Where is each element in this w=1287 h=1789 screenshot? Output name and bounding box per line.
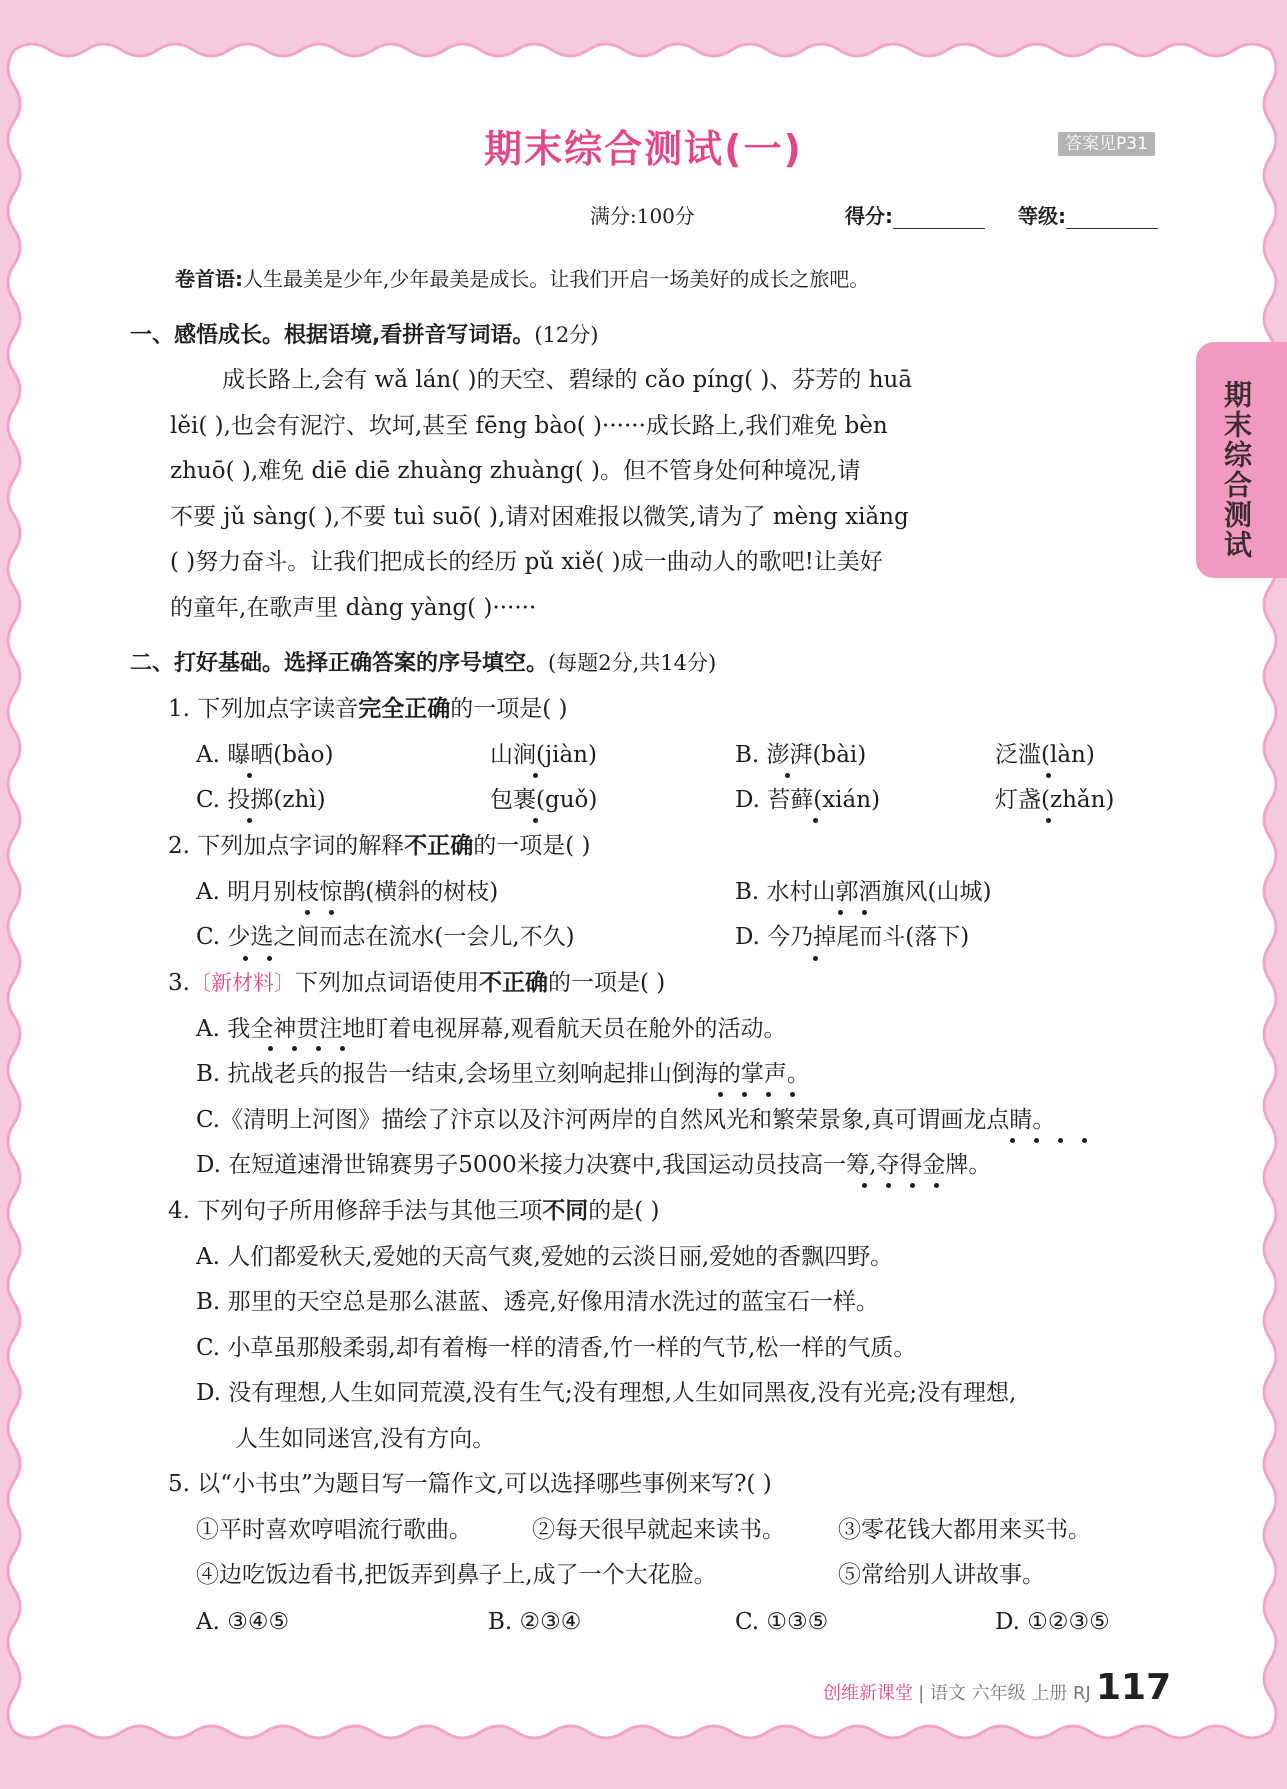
q1-option[interactable]: B. 澎湃(bài) [735,742,867,768]
emphasis-dot [329,910,334,915]
passage-line-3: zhuō( ),难免 diē diē zhuàng zhuàng( )。但不管身处何种境况,请 [170,458,861,484]
emphasis-dot [1046,773,1051,778]
q2-option[interactable]: A. 明月别枝惊鹊(横斜的树枝) [196,879,499,905]
q1-option[interactable]: D. 苔藓(xián) [735,787,881,813]
q3-option[interactable]: D. 在短道速滑世锦赛男子5000米接力决赛中,我国运动员技高一筹,夺得金牌。 [196,1152,992,1178]
emphasis-dot [533,818,538,823]
question-5-stem: 5. 以“小书虫”为题目写一篇作文,可以选择哪些事例来写?( ) [168,1471,772,1497]
emphasis-dot [292,1046,297,1051]
answer-reference-badge: 答案见P31 [1058,132,1155,156]
chapter-side-tab [1196,342,1287,578]
preface-label: 卷首语: [175,267,243,291]
q1-post: 的一项是( ) [450,696,568,722]
q5-option[interactable]: C. ①③⑤ [735,1609,829,1635]
emphasis-dot [785,773,790,778]
q2-option[interactable]: B. 水村山郭酒旗风(山城) [735,879,992,905]
q1-emphasis: 完全正确 [358,696,451,722]
emphasis-dot [243,956,248,961]
passage-line-6: 的童年,在歌声里 dàng yàng( )······ [170,595,537,621]
q2-pre: 2. 下列加点字词的解释 [168,833,405,859]
grade-label: 等级: [1018,204,1066,228]
q4-emphasis: 不同 [542,1198,589,1224]
emphasis-dot [862,910,867,915]
emphasis-dot [790,1092,795,1097]
emphasis-dot [862,1183,867,1188]
question-2-stem [168,831,591,861]
emphasis-dot [305,910,310,915]
preface-text: 人生最美是少年,少年最美是成长。让我们开启一场美好的成长之旅吧。 [243,267,870,291]
q2-emphasis: 不正确 [404,833,474,859]
q5-option[interactable]: D. ①②③⑤ [995,1609,1110,1635]
emphasis-dot [934,1183,939,1188]
q5-item: ⑤常给别人讲故事。 [838,1562,1045,1588]
emphasis-dot [838,910,843,915]
page-title: 期末综合测试(一) [484,127,803,171]
side-tab-label: 期末综合测试 [1220,380,1253,560]
q1-option[interactable]: C. 投掷(zhì) [196,787,326,813]
q1-option[interactable]: 包裹(guǒ) [490,787,598,813]
question-1-stem [168,694,568,724]
emphasis-dot [533,773,538,778]
emphasis-dot [910,1183,915,1188]
q5-item: ④边吃饭边看书,把饭弄到鼻子上,成了一个大花脸。 [196,1562,717,1588]
q5-item: ①平时喜欢哼唱流行歌曲。 [196,1517,472,1543]
preface [175,264,869,294]
emphasis-dot [1058,1138,1063,1143]
section2-note: (每题2分,共14分) [548,651,717,675]
passage-line-5: ( )努力奋斗。让我们把成长的经历 pǔ xiě( )成一曲动人的歌吧!让美好 [170,549,883,575]
q5-option[interactable]: B. ②③④ [488,1609,582,1635]
full-score: 满分:100分 [590,204,695,228]
q2-option[interactable]: D. 今乃掉尾而斗(落下) [735,924,970,950]
section1-heading [130,320,598,351]
q4-option[interactable]: C. 小草虽那般柔弱,却有着梅一样的清香,竹一样的气节,松一样的气质。 [196,1335,917,1361]
emphasis-dot [340,1046,345,1051]
q5-item: ③零花钱大都用来买书。 [838,1517,1091,1543]
q4-post: 的是( ) [588,1198,660,1224]
emphasis-dot [1082,1138,1087,1143]
grade-blank[interactable] [1066,206,1158,229]
passage-line-2: lěi( ),也会有泥泞、坎坷,甚至 fēng bào( )······成长路上,我们难免 bèn [170,413,888,439]
score-blank[interactable] [893,206,985,229]
q1-option[interactable]: A. 曝晒(bào) [196,742,334,768]
question-3-stem [168,968,665,998]
footer [823,1668,1171,1708]
emphasis-dot [1046,818,1051,823]
page-number: 117 [1095,1667,1172,1708]
q2-option[interactable]: C. 少选之间而志在流水(一会儿,不久) [196,924,575,950]
footer-brand: 创维新课堂 [823,1683,913,1704]
passage-line-4: 不要 jǔ sàng( ),不要 tuì suō( ),请对困难报以微笑,请为了 mèng xiǎng [170,504,909,530]
q2-post: 的一项是( ) [473,833,591,859]
footer-info: | 语文 六年级 上册 RJ [918,1683,1091,1704]
q1-option[interactable]: 灯盏(zhǎn) [995,787,1115,813]
emphasis-dot [742,1092,747,1097]
emphasis-dot [247,818,252,823]
emphasis-dot [718,1092,723,1097]
emphasis-dot [247,773,252,778]
emphasis-dot [813,818,818,823]
emphasis-dot [766,1092,771,1097]
passage-line-1: 成长路上,会有 wǎ lán( )的天空、碧绿的 cǎo píng( )、芬芳的 huā [222,367,913,393]
emphasis-dot [813,956,818,961]
q4-option[interactable]: D. 没有理想,人生如同荒漠,没有生气;没有理想,人生如同黑夜,没有光亮;没有理想, [196,1380,1017,1406]
q4-option[interactable]: A. 人们都爱秋天,爱她的天高气爽,爱她的云淡日丽,爱她的香飘四野。 [196,1244,894,1270]
section1-title: 一、感悟成长。根据语境,看拼音写词语。 [130,323,535,348]
q5-option[interactable]: A. ③④⑤ [196,1609,290,1635]
q3-number: 3. [168,970,190,996]
section2-title: 二、打好基础。选择正确答案的序号填空。 [130,651,549,676]
new-material-tag: 〔新材料〕 [189,971,295,995]
emphasis-dot [268,1046,273,1051]
q1-option[interactable]: 泛滥(làn) [995,742,1095,768]
q3-option[interactable]: C.《清明上河图》描绘了汴京以及汴河两岸的自然风光和繁荣景象,真可谓画龙点睛。 [196,1107,1056,1133]
emphasis-dot [316,1046,321,1051]
emphasis-dot [1010,1138,1015,1143]
q5-item: ②每天很早就起来读书。 [532,1517,785,1543]
grade-field[interactable] [1018,200,1158,234]
q4-option-continued: 人生如同迷宫,没有方向。 [235,1426,496,1452]
emphasis-dot [267,956,272,961]
q4-option[interactable]: B. 那里的天空总是那么湛蓝、透亮,好像用清水洗过的蓝宝石一样。 [196,1289,879,1315]
score-field[interactable] [845,200,985,234]
question-4-stem [168,1196,660,1226]
q3-option[interactable]: B. 抗战老兵的报告一结束,会场里立刻响起排山倒海的掌声。 [196,1061,810,1087]
q1-option[interactable]: 山涧(jiàn) [490,742,597,768]
q3-option[interactable]: A. 我全神贯注地盯着电视屏幕,观看航天员在舱外的活动。 [196,1016,787,1042]
q3-post: 的一项是( ) [547,970,666,996]
score-label: 得分: [845,204,893,228]
q1-pre: 1. 下列加点字读音 [168,696,359,722]
section1-note: (12分) [534,323,599,347]
q3-pre: 下列加点词语使用 [294,970,479,996]
emphasis-dot [886,1183,891,1188]
section2-heading [130,648,716,679]
q3-emphasis: 不正确 [478,970,548,996]
emphasis-dot [1034,1138,1039,1143]
q4-pre: 4. 下列句子所用修辞手法与其他三项 [168,1198,543,1224]
